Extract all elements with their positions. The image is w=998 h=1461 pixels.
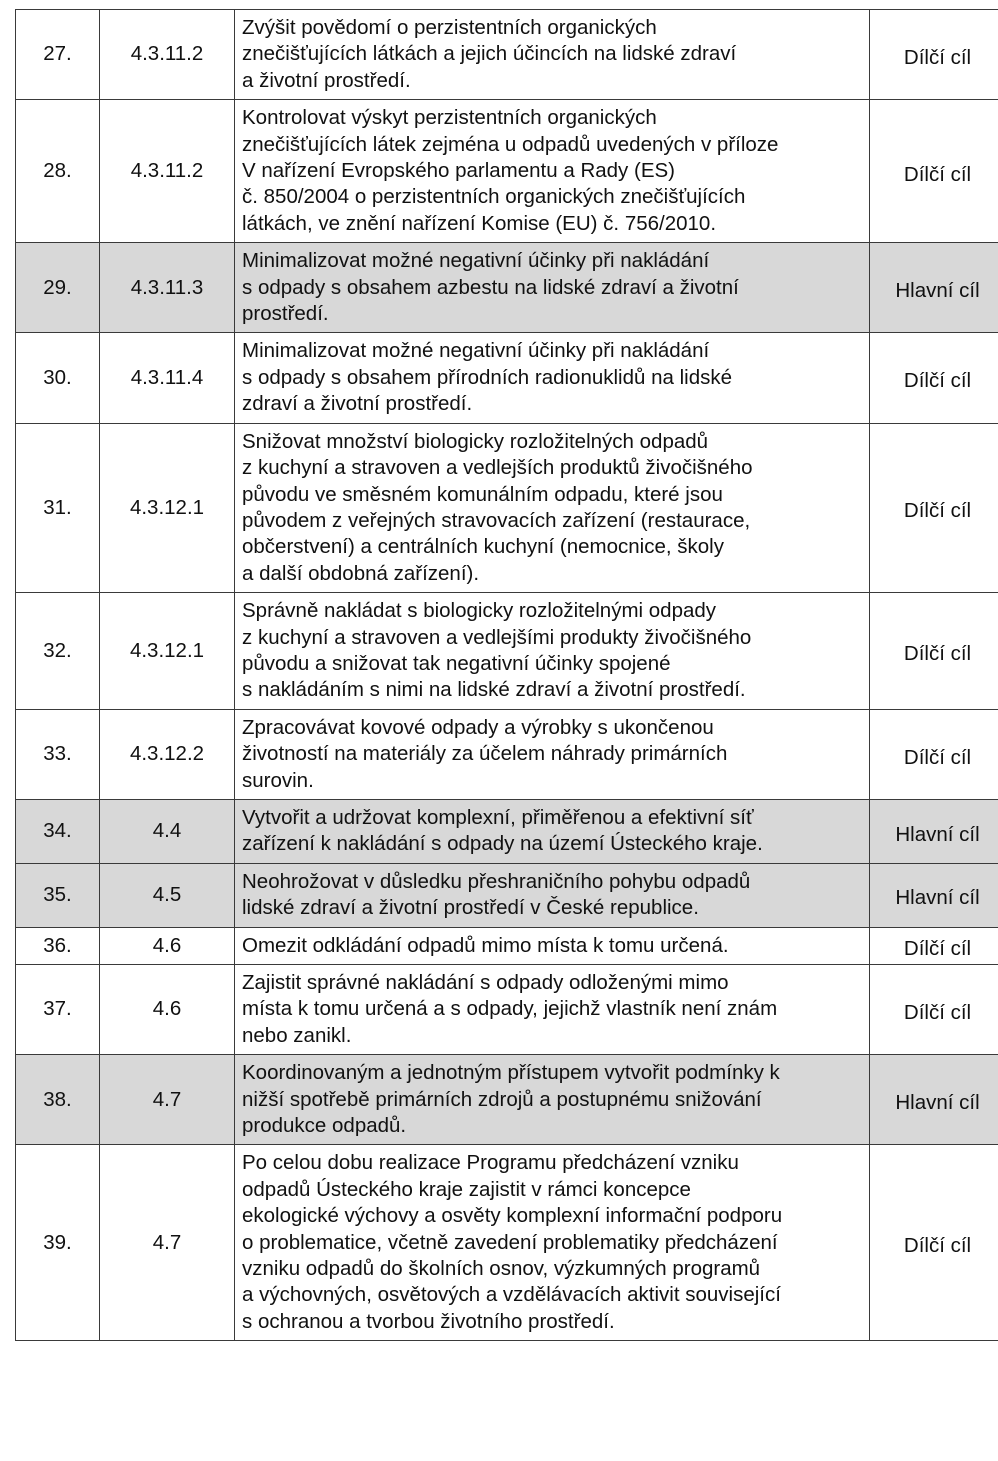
- goal-type: Dílčí cíl: [870, 423, 998, 592]
- row-number: 38.: [16, 1055, 100, 1145]
- goal-text: Správně nakládat s biologicky rozložitelnými odpady z kuchyní a stravoven a vedlejšími produkty živočišného původu a snižovat tak negativní účinky spojené s nakládáním s nimi na lidské zdraví a životní prostředí.: [235, 593, 870, 710]
- table-row: [16, 927, 998, 964]
- goal-text: Zpracovávat kovové odpady a výrobky s ukončenou životností na materiály za účelem náhrady primárních surovin.: [235, 709, 870, 799]
- goal-text: Snižovat množství biologicky rozložitelných odpadů z kuchyní a stravoven a vedlejších produktů živočišného původu ve směsném komunálním odpadu, které jsou původem z veřejných stravovacích zařízení (restaurace, občerstvení) a centrálních kuchyní (nemocnice, školy a další obdobná zařízení).: [235, 423, 870, 592]
- goal-text: Minimalizovat možné negativní účinky při nakládání s odpady s obsahem přírodních radionuklidů na lidské zdraví a životní prostředí.: [235, 333, 870, 423]
- goal-type: Hlavní cíl: [870, 243, 998, 333]
- goal-type: Dílčí cíl: [870, 1145, 998, 1341]
- goal-text: Po celou dobu realizace Programu předcházení vzniku odpadů Ústeckého kraje zajistit v rámci koncepce ekologické výchovy a osvěty komplexní informační podporu o problematice, včetně zavedení problematiky předcházení vzniku odpadů do školních osnov, výzkumných programů a výchovných, osvětových a vzdělávacích aktivit související s ochranou a tvorbou životního prostředí.: [235, 1145, 870, 1341]
- goal-code: 4.6: [100, 965, 235, 1055]
- goal-text: Kontrolovat výskyt perzistentních organických znečišťujících látek zejména u odpadů uvedených v příloze V nařízení Evropského parlamentu a Rady (ES) č. 850/2004 o perzistentních organických znečišťujících látkách, ve znění nařízení Komise (EU) č. 756/2010.: [235, 100, 870, 243]
- goal-text: Neohrožovat v důsledku přeshraničního pohybu odpadů lidské zdraví a životní prostředí v České republice.: [235, 863, 870, 927]
- table-row: [16, 965, 998, 1055]
- goal-code: 4.6: [100, 927, 235, 964]
- table-row: [16, 799, 998, 863]
- row-number: 30.: [16, 333, 100, 423]
- table-row: [16, 863, 998, 927]
- goal-text: Minimalizovat možné negativní účinky při nakládání s odpady s obsahem azbestu na lidské zdraví a životní prostředí.: [235, 243, 870, 333]
- table-row: [16, 243, 998, 333]
- table-row: [16, 1145, 998, 1341]
- goal-text: Vytvořit a udržovat komplexní, přiměřenou a efektivní síť zařízení k nakládání s odpady na území Ústeckého kraje.: [235, 799, 870, 863]
- goal-code: 4.3.11.3: [100, 243, 235, 333]
- row-number: 33.: [16, 709, 100, 799]
- row-number: 29.: [16, 243, 100, 333]
- row-number: 35.: [16, 863, 100, 927]
- row-number: 34.: [16, 799, 100, 863]
- goal-code: 4.3.12.2: [100, 709, 235, 799]
- goal-type: Dílčí cíl: [870, 927, 998, 964]
- goal-code: 4.3.11.4: [100, 333, 235, 423]
- goal-type: Dílčí cíl: [870, 333, 998, 423]
- goal-code: 4.5: [100, 863, 235, 927]
- row-number: 27.: [16, 10, 100, 100]
- table-row: [16, 593, 998, 710]
- goals-table-body: [16, 10, 998, 1341]
- goal-code: 4.3.12.1: [100, 593, 235, 710]
- goal-text: Zajistit správné nakládání s odpady odloženými mimo místa k tomu určená a s odpady, jejichž vlastník není znám nebo zanikl.: [235, 965, 870, 1055]
- table-row: [16, 333, 998, 423]
- table-row: [16, 100, 998, 243]
- goal-type: Hlavní cíl: [870, 863, 998, 927]
- goal-type: Dílčí cíl: [870, 10, 998, 100]
- row-number: 31.: [16, 423, 100, 592]
- goal-code: 4.3.11.2: [100, 10, 235, 100]
- row-number: 32.: [16, 593, 100, 710]
- goal-type: Dílčí cíl: [870, 100, 998, 243]
- table-row: [16, 709, 998, 799]
- goals-table: [15, 9, 998, 1341]
- goal-type: Hlavní cíl: [870, 1055, 998, 1145]
- row-number: 28.: [16, 100, 100, 243]
- goal-code: 4.7: [100, 1145, 235, 1341]
- goal-text: Omezit odkládání odpadů mimo místa k tomu určená.: [235, 927, 870, 964]
- row-number: 37.: [16, 965, 100, 1055]
- goal-code: 4.3.11.2: [100, 100, 235, 243]
- goal-type: Dílčí cíl: [870, 593, 998, 710]
- goal-text: Zvýšit povědomí o perzistentních organických znečišťujících látkách a jejich účincích na lidské zdraví a životní prostředí.: [235, 10, 870, 100]
- table-row: [16, 10, 998, 100]
- goal-type: Dílčí cíl: [870, 709, 998, 799]
- goal-code: 4.7: [100, 1055, 235, 1145]
- row-number: 36.: [16, 927, 100, 964]
- goal-type: Dílčí cíl: [870, 965, 998, 1055]
- goal-code: 4.4: [100, 799, 235, 863]
- goal-text: Koordinovaným a jednotným přístupem vytvořit podmínky k nižší spotřebě primárních zdrojů a postupnému snižování produkce odpadů.: [235, 1055, 870, 1145]
- table-row: [16, 423, 998, 592]
- table-row: [16, 1055, 998, 1145]
- goal-code: 4.3.12.1: [100, 423, 235, 592]
- row-number: 39.: [16, 1145, 100, 1341]
- goal-type: Hlavní cíl: [870, 799, 998, 863]
